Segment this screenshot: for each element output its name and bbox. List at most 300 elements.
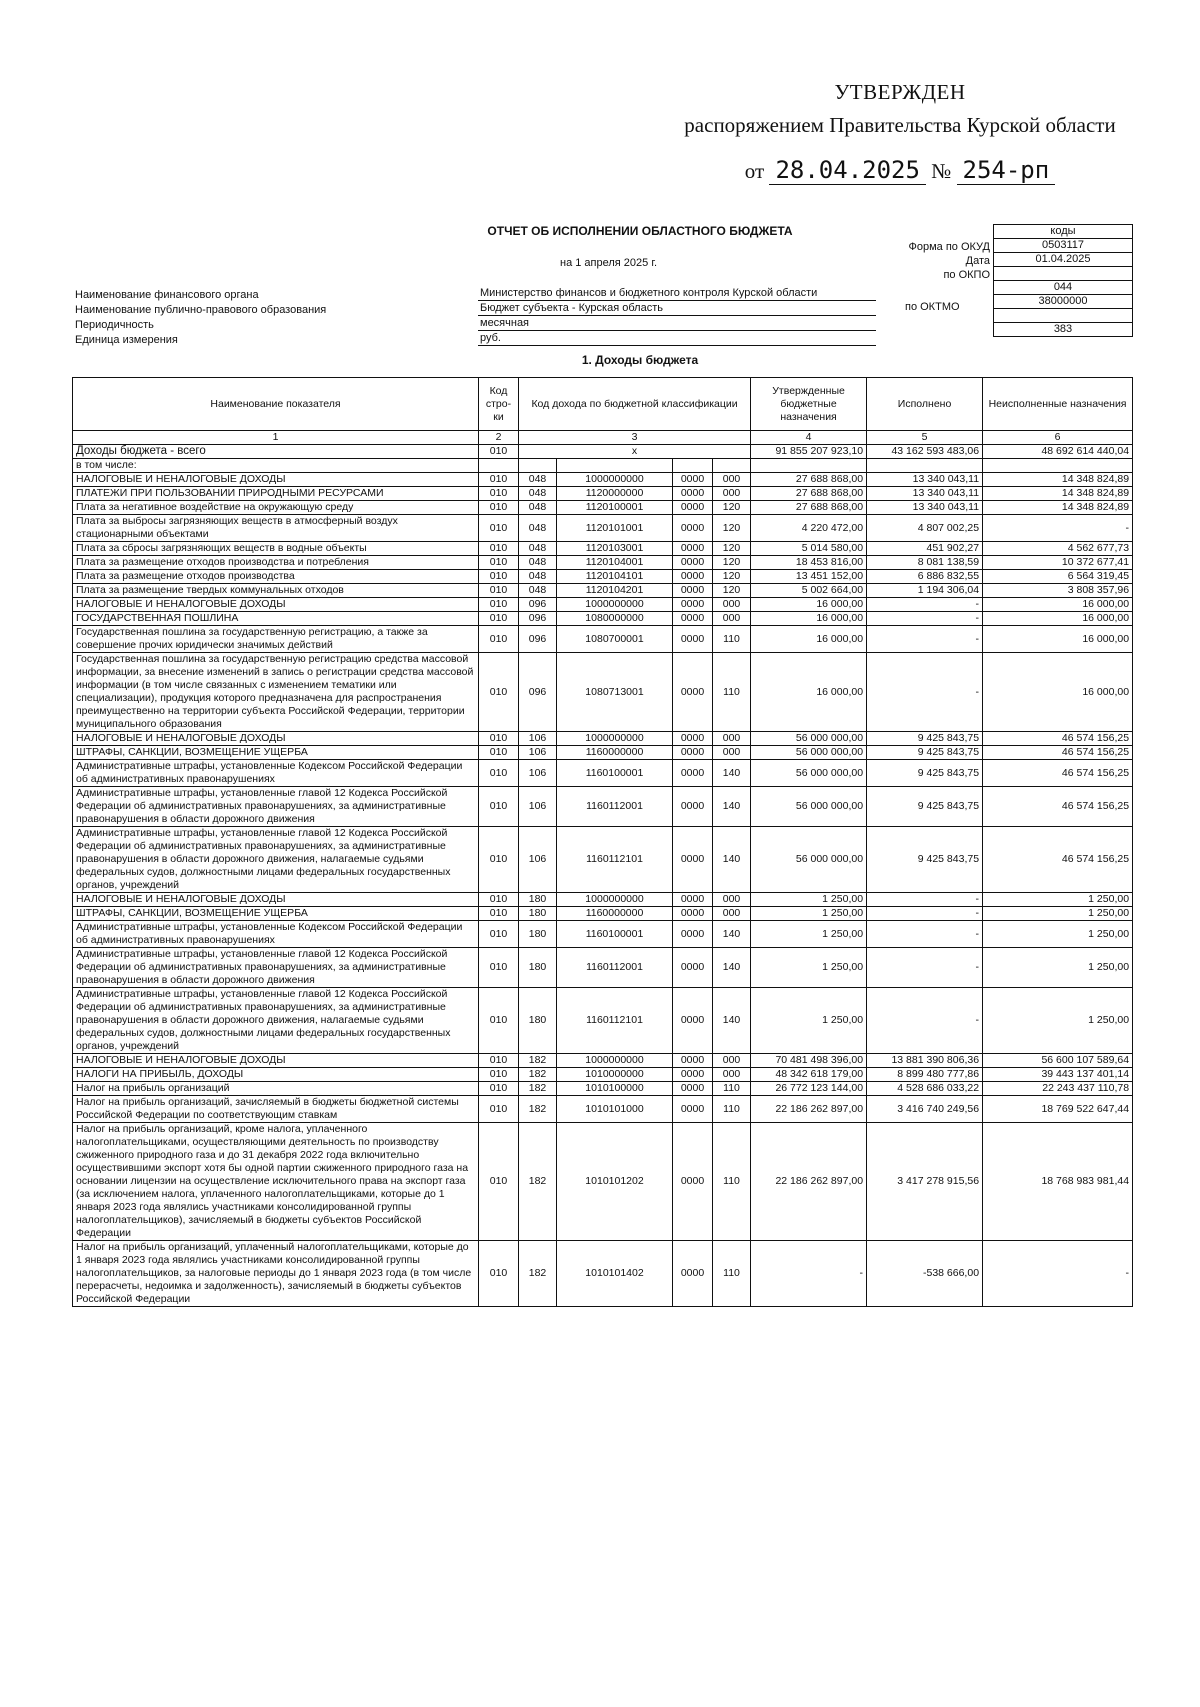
row-approved: 22 186 262 897,00 xyxy=(751,1096,867,1123)
approval-block xyxy=(680,80,1120,184)
row-kbk: 1120104101 xyxy=(557,570,673,584)
row-kbk: 1120103001 xyxy=(557,542,673,556)
number-label: № xyxy=(931,159,952,183)
row-executed: -538 666,00 xyxy=(867,1241,983,1307)
total-row xyxy=(73,445,1133,459)
revenue-table xyxy=(72,377,1133,1307)
row-admin-code: 182 xyxy=(519,1054,557,1068)
row-program-code: 0000 xyxy=(673,827,713,893)
row-program-code: 0000 xyxy=(673,893,713,907)
row-program-code: 0000 xyxy=(673,487,713,501)
row-code: 010 xyxy=(479,732,519,746)
col-name-header: Наименование показателя xyxy=(73,378,479,431)
row-approved: 16 000,00 xyxy=(751,653,867,732)
table-row xyxy=(73,584,1133,598)
row-kbk: 1010000000 xyxy=(557,1068,673,1082)
row-code: 010 xyxy=(479,760,519,787)
table-row xyxy=(73,1068,1133,1082)
row-kbk: 1160112101 xyxy=(557,988,673,1054)
col-num-4: 4 xyxy=(751,431,867,445)
row-name: Административные штрафы, установленные главой 12 Кодекса Российской Федерации об административных правонарушениях, за административные правонарушения в области дорожного движения, налагаемые судьями федеральных судов, должностными лицами федеральных государственных органов, учреждений xyxy=(73,827,479,893)
glava-value: 044 xyxy=(994,281,1132,295)
col-num-2: 2 xyxy=(479,431,519,445)
row-executed: 1 194 306,04 xyxy=(867,584,983,598)
row-unexecuted: 46 574 156,25 xyxy=(983,760,1133,787)
column-numbers-row xyxy=(73,431,1133,445)
row-admin-code: 182 xyxy=(519,1123,557,1241)
row-program-code: 0000 xyxy=(673,501,713,515)
codes-header: коды xyxy=(994,225,1132,239)
row-kbk: 1120100001 xyxy=(557,501,673,515)
row-admin-code: 180 xyxy=(519,988,557,1054)
row-name: Административные штрафы, установленные главой 12 Кодекса Российской Федерации об административных правонарушениях, за административные правонарушения в области дорожного движения xyxy=(73,787,479,827)
row-code: 010 xyxy=(479,653,519,732)
row-admin-code: 048 xyxy=(519,515,557,542)
row-unexecuted: 14 348 824,89 xyxy=(983,473,1133,487)
row-executed: - xyxy=(867,921,983,948)
report-title: ОТЧЕТ ОБ ИСПОЛНЕНИИ ОБЛАСТНОГО БЮДЖЕТА xyxy=(487,224,793,238)
row-approved: - xyxy=(751,1241,867,1307)
row-approved: 13 451 152,00 xyxy=(751,570,867,584)
row-executed: 9 425 843,75 xyxy=(867,787,983,827)
row-approved: 48 342 618 179,00 xyxy=(751,1068,867,1082)
table-row xyxy=(73,1054,1133,1068)
row-kbk: 1160112001 xyxy=(557,948,673,988)
row-admin-code: 180 xyxy=(519,921,557,948)
okud-value: 0503117 xyxy=(994,239,1132,253)
row-unexecuted: 14 348 824,89 xyxy=(983,501,1133,515)
row-kosgu: 120 xyxy=(713,542,751,556)
row-executed: - xyxy=(867,653,983,732)
row-kosgu: 140 xyxy=(713,760,751,787)
row-code: 010 xyxy=(479,948,519,988)
row-kbk: 1010101202 xyxy=(557,1123,673,1241)
row-code: 010 xyxy=(479,921,519,948)
row-executed: 13 340 043,11 xyxy=(867,473,983,487)
date-label: Дата xyxy=(965,255,990,267)
row-code: 010 xyxy=(479,1096,519,1123)
row-unexecuted: 46 574 156,25 xyxy=(983,746,1133,760)
row-program-code: 0000 xyxy=(673,1096,713,1123)
table-row xyxy=(73,988,1133,1054)
row-admin-code: 096 xyxy=(519,653,557,732)
meta-labels xyxy=(75,288,326,348)
approval-number: 254-рп xyxy=(957,156,1056,185)
row-unexecuted: 56 600 107 589,64 xyxy=(983,1054,1133,1068)
row-name: НАЛОГИ НА ПРИБЫЛЬ, ДОХОДЫ xyxy=(73,1068,479,1082)
row-approved: 1 250,00 xyxy=(751,921,867,948)
row-approved: 16 000,00 xyxy=(751,598,867,612)
row-admin-code: 048 xyxy=(519,556,557,570)
row-program-code: 0000 xyxy=(673,1241,713,1307)
table-row xyxy=(73,542,1133,556)
table-row xyxy=(73,612,1133,626)
report-date: на 1 апреля 2025 г. xyxy=(560,257,658,269)
col-unexecuted-header: Неисполненные назначения xyxy=(983,378,1133,431)
entity-value: Бюджет субъекта - Курская область xyxy=(478,301,876,316)
table-row xyxy=(73,1096,1133,1123)
row-kbk: 1160112001 xyxy=(557,787,673,827)
blank-value xyxy=(994,309,1132,323)
row-program-code: 0000 xyxy=(673,1054,713,1068)
row-name: ПЛАТЕЖИ ПРИ ПОЛЬЗОВАНИИ ПРИРОДНЫМИ РЕСУРСАМИ xyxy=(73,487,479,501)
row-program-code: 0000 xyxy=(673,653,713,732)
row-name: НАЛОГОВЫЕ И НЕНАЛОГОВЫЕ ДОХОДЫ xyxy=(73,598,479,612)
row-unexecuted: 46 574 156,25 xyxy=(983,787,1133,827)
row-program-code: 0000 xyxy=(673,760,713,787)
row-admin-code: 182 xyxy=(519,1068,557,1082)
row-executed: - xyxy=(867,988,983,1054)
col-code-header: Код стро-ки xyxy=(479,378,519,431)
row-unexecuted: 4 562 677,73 xyxy=(983,542,1133,556)
row-approved: 56 000 000,00 xyxy=(751,787,867,827)
codes-box xyxy=(993,224,1133,337)
row-admin-code: 180 xyxy=(519,948,557,988)
row-unexecuted: 3 808 357,96 xyxy=(983,584,1133,598)
row-executed: 9 425 843,75 xyxy=(867,732,983,746)
row-admin-code: 106 xyxy=(519,732,557,746)
total-name: Доходы бюджета - всего xyxy=(73,445,479,459)
col-num-1: 1 xyxy=(73,431,479,445)
row-kosgu: 140 xyxy=(713,787,751,827)
row-executed: 6 886 832,55 xyxy=(867,570,983,584)
row-admin-code: 182 xyxy=(519,1082,557,1096)
row-unexecuted: 6 564 319,45 xyxy=(983,570,1133,584)
row-name: Плата за размещение твердых коммунальных отходов xyxy=(73,584,479,598)
row-code: 010 xyxy=(479,1054,519,1068)
row-kbk: 1160112101 xyxy=(557,827,673,893)
row-executed: 13 340 043,11 xyxy=(867,501,983,515)
row-approved: 1 250,00 xyxy=(751,988,867,1054)
row-program-code: 0000 xyxy=(673,787,713,827)
row-executed: 3 417 278 915,56 xyxy=(867,1123,983,1241)
row-kosgu: 110 xyxy=(713,653,751,732)
row-kbk: 1160000000 xyxy=(557,746,673,760)
row-code: 010 xyxy=(479,1068,519,1082)
in-total-label: в том числе: xyxy=(73,459,479,473)
row-admin-code: 106 xyxy=(519,827,557,893)
table-row xyxy=(73,501,1133,515)
row-code: 010 xyxy=(479,501,519,515)
row-kbk: 1010101000 xyxy=(557,1096,673,1123)
row-name: Государственная пошлина за государственную регистрацию, а также за совершение прочих юридически значимых действий xyxy=(73,626,479,653)
row-unexecuted: 16 000,00 xyxy=(983,612,1133,626)
table-row xyxy=(73,653,1133,732)
row-code: 010 xyxy=(479,1241,519,1307)
oktmo-value: 38000000 xyxy=(994,295,1132,309)
section-title: 1. Доходы бюджета xyxy=(581,353,699,367)
row-admin-code: 048 xyxy=(519,570,557,584)
row-code: 010 xyxy=(479,515,519,542)
row-name: ГОСУДАРСТВЕННАЯ ПОШЛИНА xyxy=(73,612,479,626)
row-kosgu: 120 xyxy=(713,584,751,598)
row-kosgu: 000 xyxy=(713,1068,751,1082)
row-code: 010 xyxy=(479,542,519,556)
row-unexecuted: 46 574 156,25 xyxy=(983,732,1133,746)
table-row xyxy=(73,556,1133,570)
row-approved: 70 481 498 396,00 xyxy=(751,1054,867,1068)
row-kosgu: 110 xyxy=(713,1082,751,1096)
row-kbk: 1000000000 xyxy=(557,598,673,612)
row-kbk: 1000000000 xyxy=(557,473,673,487)
table-row xyxy=(73,515,1133,542)
col-approved-header: Утвержденные бюджетные назначения xyxy=(751,378,867,431)
row-executed: 9 425 843,75 xyxy=(867,746,983,760)
row-unexecuted: - xyxy=(983,1241,1133,1307)
row-program-code: 0000 xyxy=(673,626,713,653)
row-executed: 4 528 686 033,22 xyxy=(867,1082,983,1096)
row-executed: - xyxy=(867,626,983,653)
row-code: 010 xyxy=(479,746,519,760)
row-program-code: 0000 xyxy=(673,612,713,626)
row-approved: 26 772 123 144,00 xyxy=(751,1082,867,1096)
row-name: НАЛОГОВЫЕ И НЕНАЛОГОВЫЕ ДОХОДЫ xyxy=(73,1054,479,1068)
row-kosgu: 140 xyxy=(713,827,751,893)
row-program-code: 0000 xyxy=(673,598,713,612)
row-program-code: 0000 xyxy=(673,907,713,921)
okpo-value xyxy=(994,267,1132,281)
row-kosgu: 140 xyxy=(713,921,751,948)
row-approved: 22 186 262 897,00 xyxy=(751,1123,867,1241)
table-row xyxy=(73,907,1133,921)
row-executed: - xyxy=(867,948,983,988)
table-row xyxy=(73,598,1133,612)
unit-value: руб. xyxy=(478,331,876,346)
row-name: ШТРАФЫ, САНКЦИИ, ВОЗМЕЩЕНИЕ УЩЕРБА xyxy=(73,746,479,760)
row-unexecuted: 14 348 824,89 xyxy=(983,487,1133,501)
row-admin-code: 048 xyxy=(519,542,557,556)
row-kbk: 1160100001 xyxy=(557,921,673,948)
row-approved: 18 453 816,00 xyxy=(751,556,867,570)
row-code: 010 xyxy=(479,1123,519,1241)
row-executed: - xyxy=(867,893,983,907)
okpo-label: по ОКПО xyxy=(943,269,990,281)
table-row xyxy=(73,473,1133,487)
row-executed: 8 081 138,59 xyxy=(867,556,983,570)
row-approved: 16 000,00 xyxy=(751,612,867,626)
row-admin-code: 180 xyxy=(519,893,557,907)
col-executed-header: Исполнено xyxy=(867,378,983,431)
col-num-3: 3 xyxy=(519,431,751,445)
row-approved: 27 688 868,00 xyxy=(751,473,867,487)
row-executed: - xyxy=(867,598,983,612)
row-approved: 27 688 868,00 xyxy=(751,501,867,515)
row-executed: 13 340 043,11 xyxy=(867,487,983,501)
row-approved: 56 000 000,00 xyxy=(751,760,867,787)
col-kbk-header: Код дохода по бюджетной классификации xyxy=(519,378,751,431)
oktmo-label: по ОКТМО xyxy=(905,301,960,313)
table-row xyxy=(73,570,1133,584)
row-unexecuted: 39 443 137 401,14 xyxy=(983,1068,1133,1082)
row-approved: 1 250,00 xyxy=(751,948,867,988)
row-code: 010 xyxy=(479,598,519,612)
row-unexecuted: 16 000,00 xyxy=(983,653,1133,732)
table-row xyxy=(73,746,1133,760)
table-row xyxy=(73,787,1133,827)
row-approved: 4 220 472,00 xyxy=(751,515,867,542)
row-code: 010 xyxy=(479,893,519,907)
row-name: Налог на прибыль организаций xyxy=(73,1082,479,1096)
fin-organ-label: Наименование финансового органа xyxy=(75,289,259,301)
row-program-code: 0000 xyxy=(673,570,713,584)
row-kbk: 1080000000 xyxy=(557,612,673,626)
row-unexecuted: 1 250,00 xyxy=(983,988,1133,1054)
row-unexecuted: 46 574 156,25 xyxy=(983,827,1133,893)
row-kosgu: 120 xyxy=(713,556,751,570)
row-unexecuted: 22 243 437 110,78 xyxy=(983,1082,1133,1096)
row-admin-code: 096 xyxy=(519,626,557,653)
table-header xyxy=(73,378,1133,431)
in-total-row xyxy=(73,459,1133,473)
row-program-code: 0000 xyxy=(673,1123,713,1241)
row-kosgu: 000 xyxy=(713,598,751,612)
col-num-6: 6 xyxy=(983,431,1133,445)
row-executed: 13 881 390 806,36 xyxy=(867,1054,983,1068)
total-executed: 43 162 593 483,06 xyxy=(867,445,983,459)
row-kosgu: 000 xyxy=(713,732,751,746)
row-kosgu: 000 xyxy=(713,473,751,487)
row-name: Плата за негативное воздействие на окружающую среду xyxy=(73,501,479,515)
row-approved: 56 000 000,00 xyxy=(751,732,867,746)
row-name: Административные штрафы, установленные Кодексом Российской Федерации об административных правонарушениях xyxy=(73,921,479,948)
row-code: 010 xyxy=(479,556,519,570)
row-name: НАЛОГОВЫЕ И НЕНАЛОГОВЫЕ ДОХОДЫ xyxy=(73,473,479,487)
period-label: Периодичность xyxy=(75,319,154,331)
date-value: 01.04.2025 xyxy=(994,253,1132,267)
row-name: НАЛОГОВЫЕ И НЕНАЛОГОВЫЕ ДОХОДЫ xyxy=(73,893,479,907)
row-admin-code: 096 xyxy=(519,612,557,626)
row-kbk: 1120101001 xyxy=(557,515,673,542)
row-admin-code: 182 xyxy=(519,1241,557,1307)
row-code: 010 xyxy=(479,907,519,921)
row-code: 010 xyxy=(479,487,519,501)
row-kosgu: 120 xyxy=(713,515,751,542)
row-program-code: 0000 xyxy=(673,948,713,988)
row-admin-code: 096 xyxy=(519,598,557,612)
row-kbk: 1120104201 xyxy=(557,584,673,598)
okei-value: 383 xyxy=(1053,323,1073,335)
row-kbk: 1000000000 xyxy=(557,1054,673,1068)
table-row xyxy=(73,893,1133,907)
row-program-code: 0000 xyxy=(673,556,713,570)
table-row xyxy=(73,948,1133,988)
row-approved: 16 000,00 xyxy=(751,626,867,653)
row-unexecuted: - xyxy=(983,515,1133,542)
row-approved: 5 014 580,00 xyxy=(751,542,867,556)
table-row xyxy=(73,827,1133,893)
row-kbk: 1010101402 xyxy=(557,1241,673,1307)
row-admin-code: 048 xyxy=(519,584,557,598)
row-unexecuted: 18 768 983 981,44 xyxy=(983,1123,1133,1241)
table-row xyxy=(73,487,1133,501)
approval-basis: распоряжением Правительства Курской области xyxy=(684,113,1116,137)
row-name: Плата за размещение отходов производства и потребления xyxy=(73,556,479,570)
row-admin-code: 048 xyxy=(519,501,557,515)
row-code: 010 xyxy=(479,626,519,653)
row-name: Налог на прибыль организаций, уплаченный налогоплательщиками, которые до 1 января 2023 года являлись участниками консолидированной группы налогоплательщиков, за налоговые периоды до 1 января 2023 года (в том числе перерасчеты, недоимка и задолженность), зачисляемый в бюджеты субъектов Российской Федерации xyxy=(73,1241,479,1307)
row-name: Плата за сбросы загрязняющих веществ в водные объекты xyxy=(73,542,479,556)
entity-label: Наименование публично-правового образования xyxy=(75,304,327,316)
row-program-code: 0000 xyxy=(673,1068,713,1082)
row-name: Плата за размещение отходов производства xyxy=(73,570,479,584)
row-name: Налог на прибыль организаций, зачисляемый в бюджеты бюджетной системы Российской Федерации по соответствующим ставкам xyxy=(73,1096,479,1123)
row-code: 010 xyxy=(479,584,519,598)
row-program-code: 0000 xyxy=(673,921,713,948)
row-unexecuted: 16 000,00 xyxy=(983,598,1133,612)
row-code: 010 xyxy=(479,787,519,827)
row-program-code: 0000 xyxy=(673,473,713,487)
row-kosgu: 140 xyxy=(713,988,751,1054)
row-admin-code: 182 xyxy=(519,1096,557,1123)
total-approved: 91 855 207 923,10 xyxy=(751,445,867,459)
row-admin-code: 048 xyxy=(519,487,557,501)
row-unexecuted: 1 250,00 xyxy=(983,921,1133,948)
table-row xyxy=(73,921,1133,948)
row-admin-code: 180 xyxy=(519,907,557,921)
row-program-code: 0000 xyxy=(673,542,713,556)
row-approved: 1 250,00 xyxy=(751,907,867,921)
row-kbk: 1080700001 xyxy=(557,626,673,653)
row-code: 010 xyxy=(479,1082,519,1096)
period-value: месячная xyxy=(478,316,876,331)
row-kbk: 1120000000 xyxy=(557,487,673,501)
row-code: 010 xyxy=(479,827,519,893)
row-executed: 9 425 843,75 xyxy=(867,827,983,893)
fin-organ-value: Министерство финансов и бюджетного контроля Курской области xyxy=(478,286,876,301)
row-kbk: 1080713001 xyxy=(557,653,673,732)
okud-label: Форма по ОКУД xyxy=(908,241,990,253)
meta-values xyxy=(478,286,876,346)
row-kbk: 1010100000 xyxy=(557,1082,673,1096)
row-admin-code: 106 xyxy=(519,787,557,827)
row-name: Административные штрафы, установленные главой 12 Кодекса Российской Федерации об административных правонарушениях, за административные правонарушения в области дорожного движения, налагаемые судьями федеральных судов, должностными лицами федеральных государственных органов, учреждений xyxy=(73,988,479,1054)
row-code: 010 xyxy=(479,473,519,487)
row-kosgu: 000 xyxy=(713,893,751,907)
table-row xyxy=(73,626,1133,653)
approval-date: 28.04.2025 xyxy=(769,156,926,185)
total-unexecuted: 48 692 614 440,04 xyxy=(983,445,1133,459)
row-executed: 9 425 843,75 xyxy=(867,760,983,787)
row-kbk: 1000000000 xyxy=(557,893,673,907)
row-kosgu: 000 xyxy=(713,907,751,921)
row-approved: 56 000 000,00 xyxy=(751,746,867,760)
row-executed: 3 416 740 249,56 xyxy=(867,1096,983,1123)
row-kosgu: 110 xyxy=(713,1096,751,1123)
total-code: 010 xyxy=(479,445,519,459)
table-row xyxy=(73,760,1133,787)
row-kosgu: 120 xyxy=(713,570,751,584)
row-kosgu: 000 xyxy=(713,746,751,760)
table-row xyxy=(73,732,1133,746)
row-executed: - xyxy=(867,907,983,921)
row-approved: 5 002 664,00 xyxy=(751,584,867,598)
col-num-5: 5 xyxy=(867,431,983,445)
row-name: Налог на прибыль организаций, кроме налога, уплаченного налогоплательщиками, осуществляющими деятельность по производству сжиженного природного газа и до 31 декабря 2022 года включительно осуществившими экспорт хотя бы одной партии сжиженного природного газа на основании лицензии на осуществление исключительного права на экспорт газа (за исключением налога, уплаченного налогоплательщиками, которые до 1 января 2023 года являлись участниками консолидированной группы налогоплательщиков), зачисляемый в бюджеты субъектов Российской Федерации xyxy=(73,1123,479,1241)
row-kbk: 1120104001 xyxy=(557,556,673,570)
row-name: Административные штрафы, установленные Кодексом Российской Федерации об административных правонарушениях xyxy=(73,760,479,787)
row-unexecuted: 18 769 522 647,44 xyxy=(983,1096,1133,1123)
row-kosgu: 110 xyxy=(713,1241,751,1307)
row-kosgu: 000 xyxy=(713,487,751,501)
row-executed: 4 807 002,25 xyxy=(867,515,983,542)
row-code: 010 xyxy=(479,612,519,626)
row-kbk: 1000000000 xyxy=(557,732,673,746)
row-code: 010 xyxy=(479,570,519,584)
row-unexecuted: 1 250,00 xyxy=(983,907,1133,921)
row-approved: 27 688 868,00 xyxy=(751,487,867,501)
row-executed: 451 902,27 xyxy=(867,542,983,556)
row-program-code: 0000 xyxy=(673,584,713,598)
